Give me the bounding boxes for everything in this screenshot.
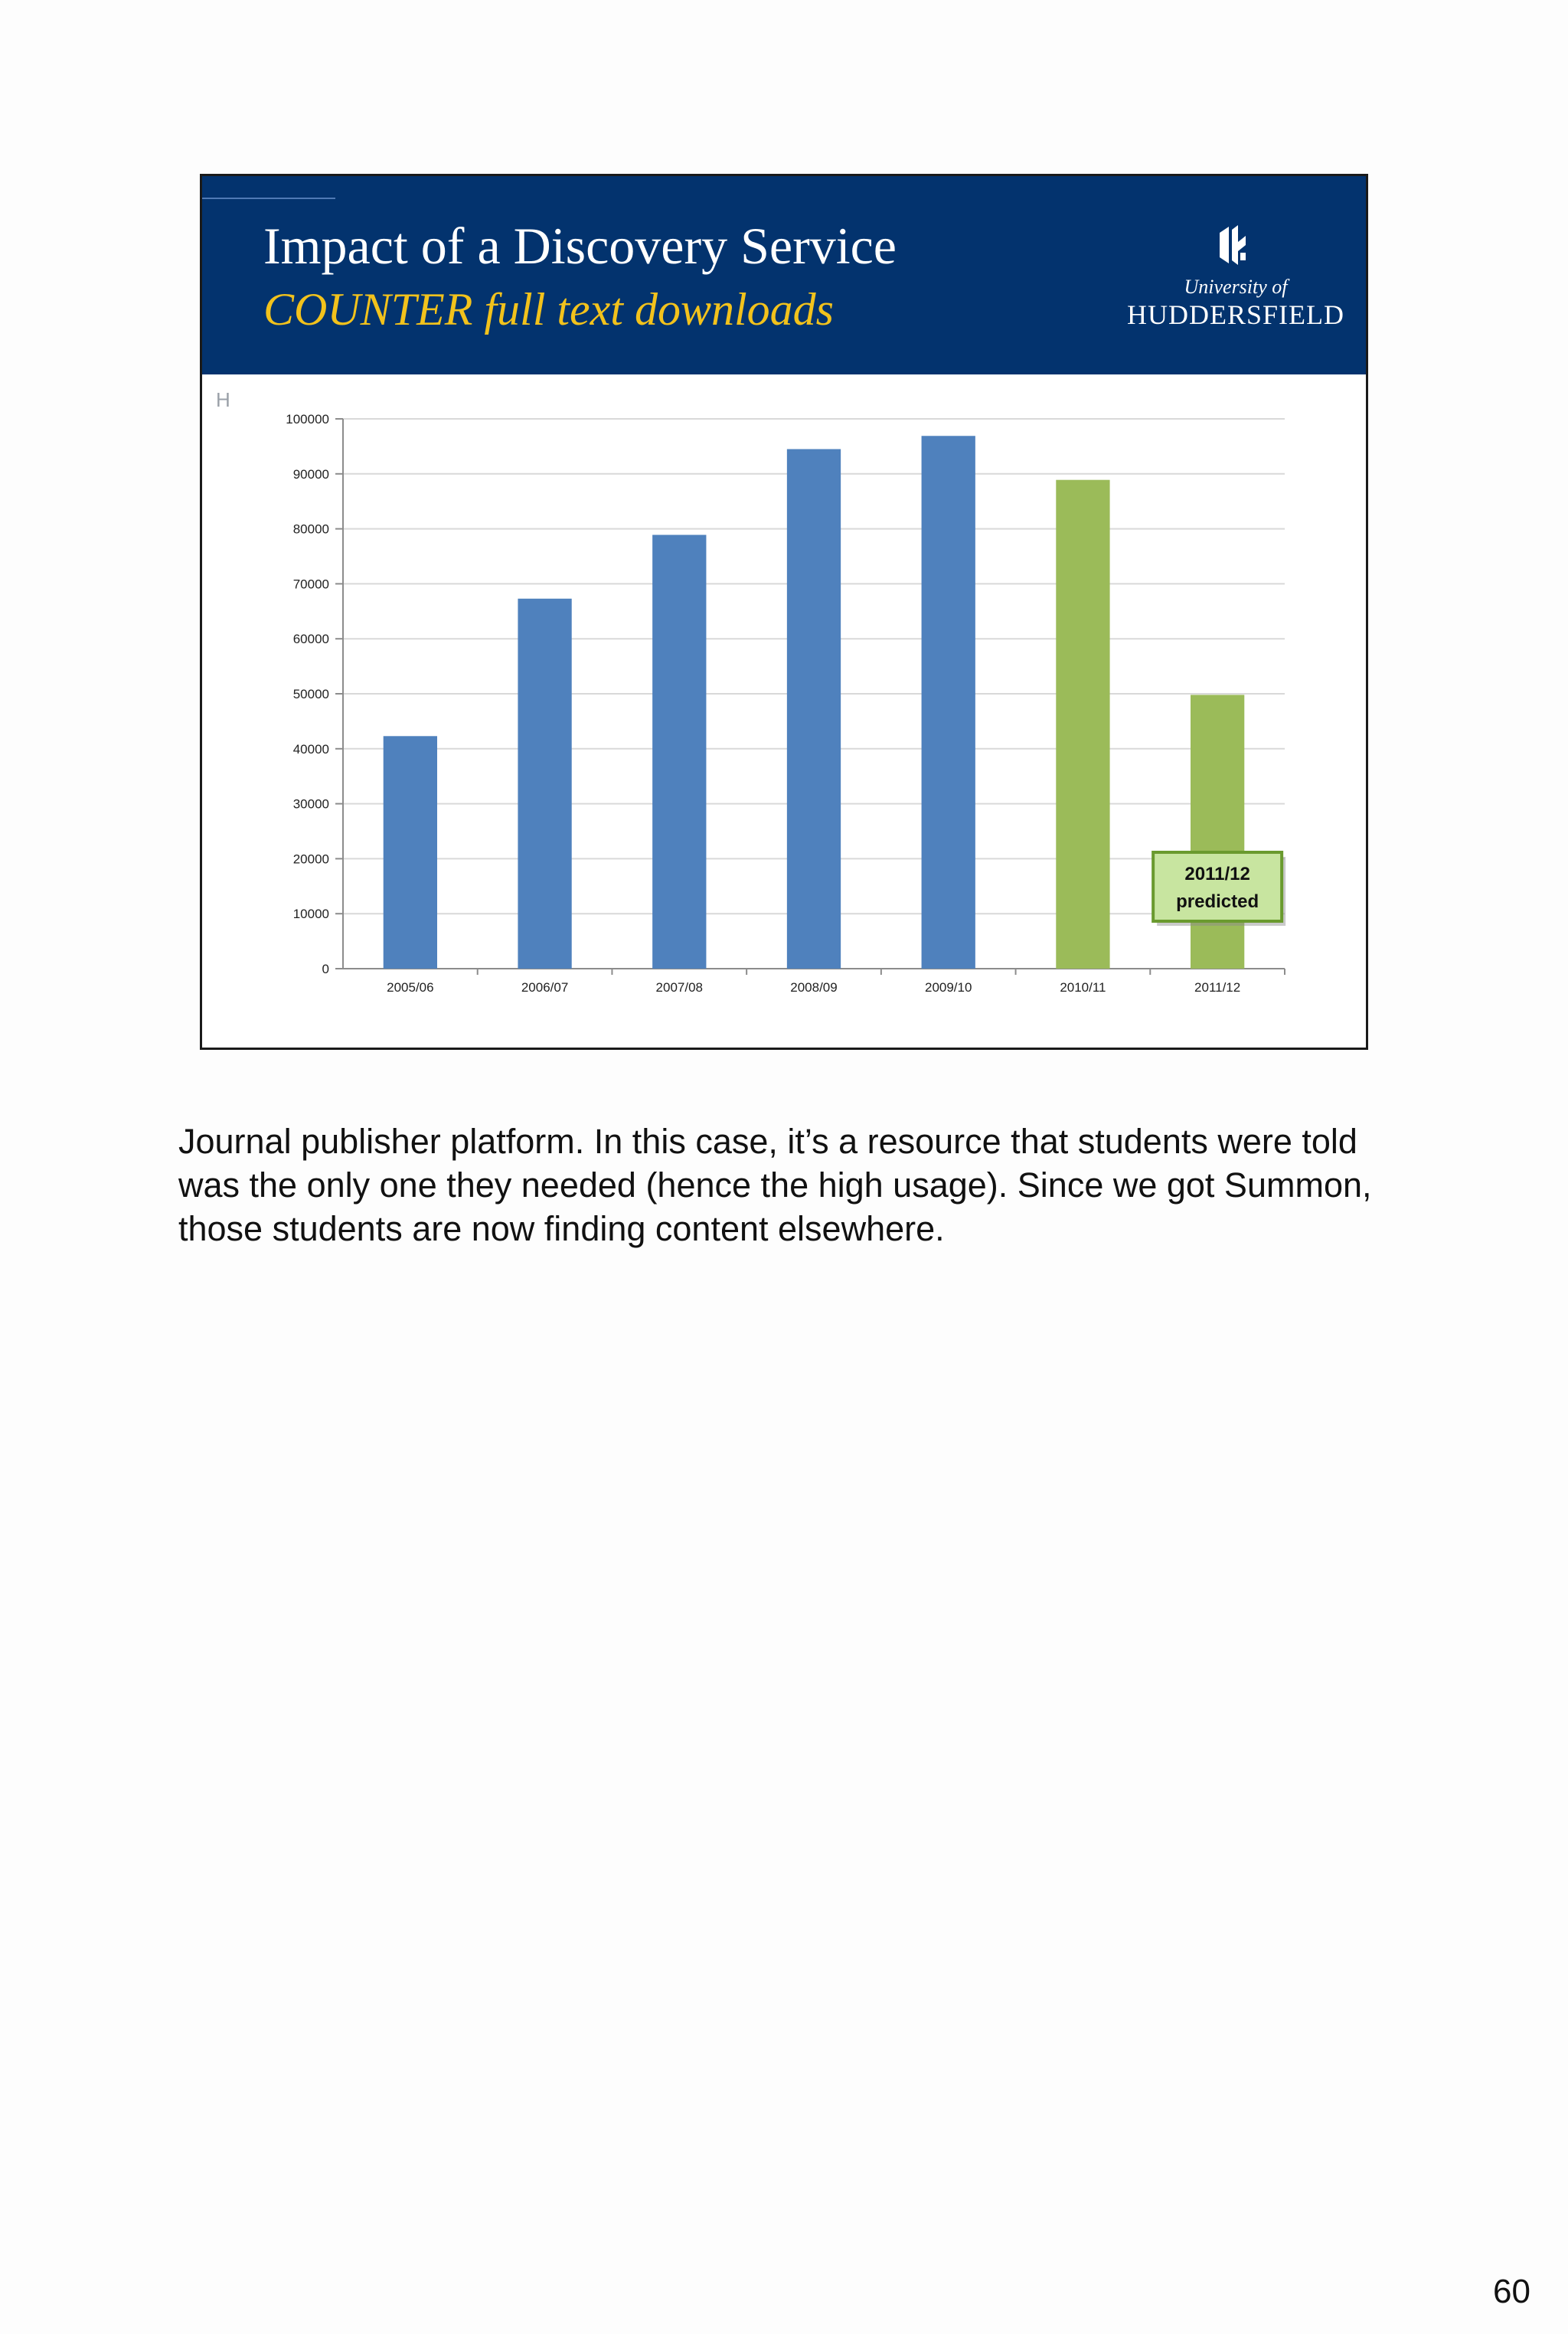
y-tick-label: 30000 (292, 796, 329, 812)
x-tick-label: 2008/09 (790, 980, 838, 995)
slide-header (202, 176, 1366, 374)
x-tick-label: 2006/07 (521, 980, 569, 995)
slide (200, 174, 1368, 1050)
x-tick-label: 2011/12 (1194, 980, 1241, 995)
slide-corner-mark: H (216, 388, 230, 411)
bar (787, 449, 841, 969)
speaker-notes: Journal publisher platform. In this case, it’s a resource that students were told was the only one they needed (hence the high usage). Since we got Summon, those students are now finding content elsewhere. (178, 1122, 1372, 1248)
y-tick-label: 10000 (292, 907, 329, 922)
y-tick-label: 70000 (292, 577, 329, 592)
y-tick-label: 20000 (292, 852, 329, 867)
y-tick-label: 0 (322, 962, 329, 976)
slide-title: Impact of a Discovery Service (263, 217, 897, 275)
header-accent-line (202, 198, 335, 199)
bar (1056, 480, 1109, 969)
x-tick-label: 2007/08 (655, 980, 704, 995)
annotation-label: predicted (1176, 891, 1259, 912)
y-tick-label: 90000 (292, 466, 329, 482)
university-logo (1121, 222, 1351, 337)
logo-mark-icon (1215, 222, 1250, 268)
y-tick-label: 100000 (286, 412, 329, 427)
annotation-label: 2011/12 (1184, 864, 1250, 884)
y-tick-label: 60000 (292, 632, 329, 647)
logo-text-university-of: University of (1184, 276, 1288, 298)
page-number: 60 (1493, 2273, 1530, 2310)
y-tick-label: 80000 (292, 521, 329, 537)
y-tick-label: 50000 (292, 687, 329, 701)
bar (384, 736, 437, 969)
slide-subtitle: COUNTER full text downloads (263, 284, 835, 335)
x-tick-label: 2010/11 (1060, 980, 1106, 995)
bar (518, 599, 571, 969)
bar-chart (202, 374, 1366, 1050)
bar (652, 534, 706, 969)
x-tick-label: 2005/06 (387, 980, 434, 995)
bar (922, 436, 975, 969)
logo-text-huddersfield: HUDDERSFIELD (1126, 299, 1344, 330)
bar (1191, 695, 1244, 969)
y-tick-label: 40000 (292, 741, 329, 757)
x-tick-label: 2009/10 (924, 980, 972, 995)
